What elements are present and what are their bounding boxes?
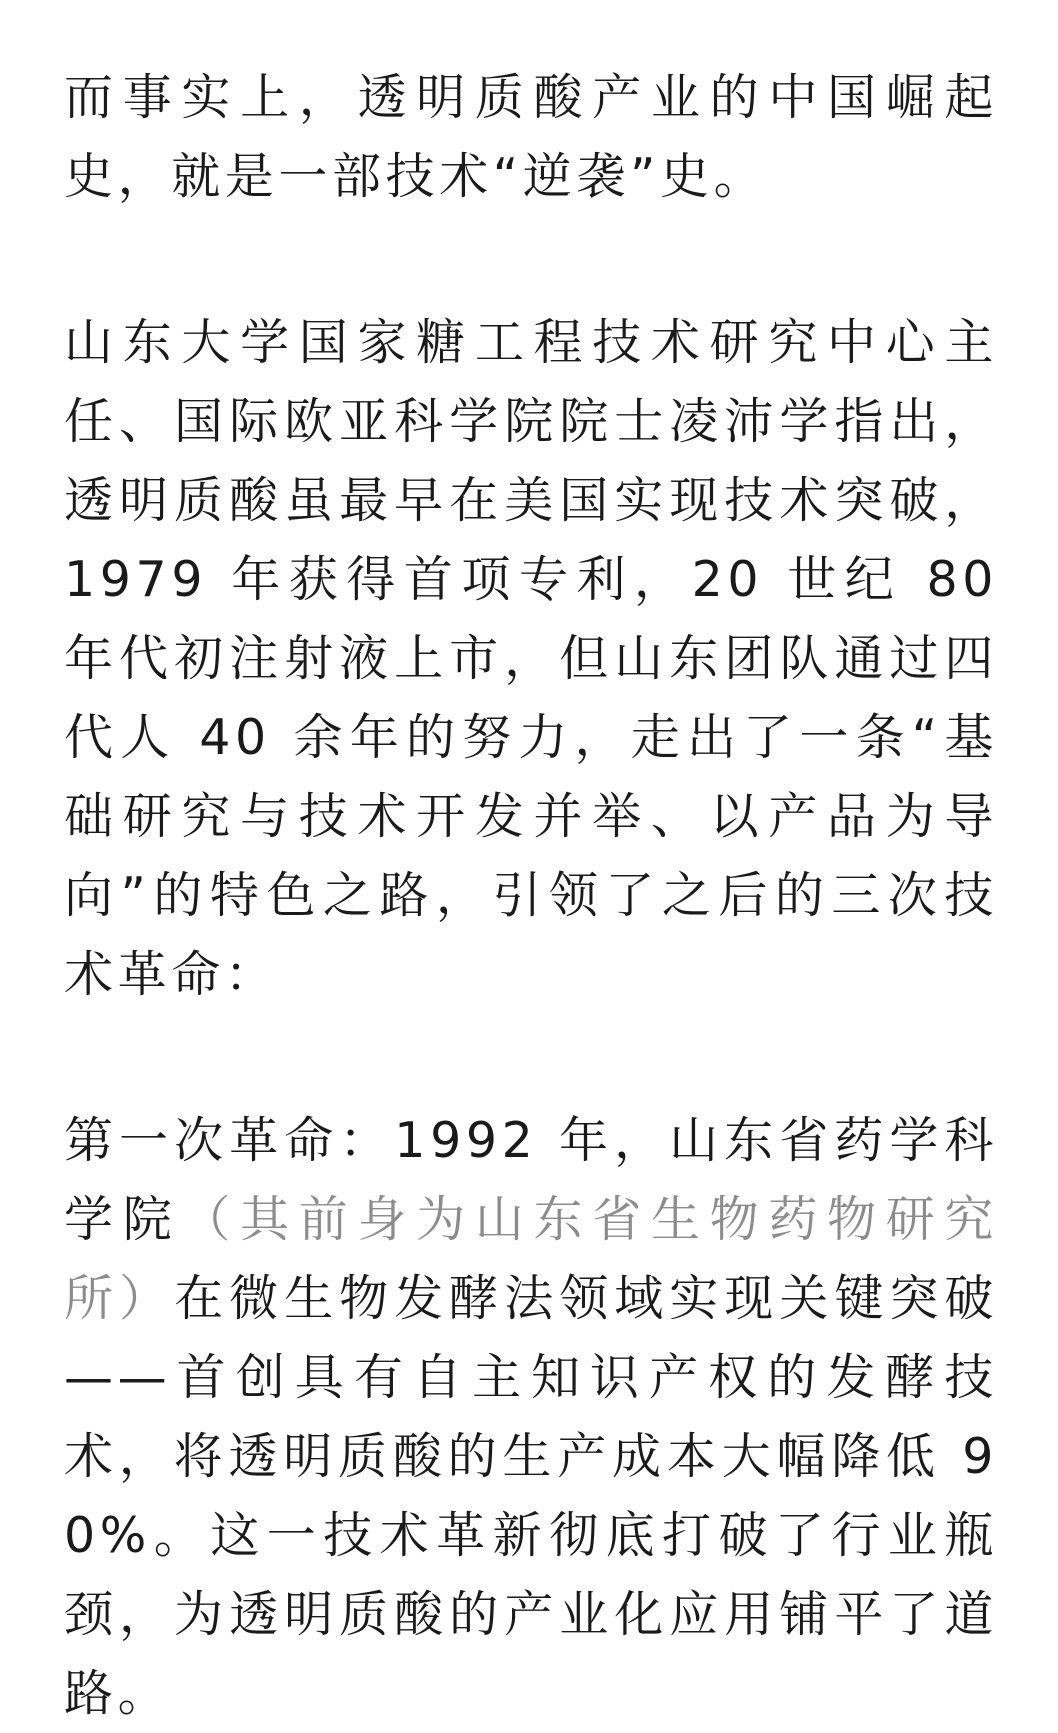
paragraph-history: 山东大学国家糖工程技术研究中心主任、国际欧亚科学院院士凌沛学指出，透明质酸虽最早在美国实现技术突破，1979 年获得首项专利，20 世纪 80 年代初注射液上市，但山东团队通过四代人 40 余年的努力，走出了一条“基础研究与技术开发并举、以产品为导向”的特色之路，引领了之后的三次技术革命： bbox=[64, 314, 998, 1003]
paragraph-first-revolution bbox=[64, 1101, 998, 1733]
first-revolution-text: 在微生物发酵法领域实现关键突破——首创具有自主知识产权的发酵技术，将透明质酸的生产成本大幅降低 90%。这一技术革新彻底打破了行业瓶颈，为透明质酸的产业化应用铺平了道路。 bbox=[64, 1270, 998, 1722]
first-revolution-aside-note: （其前身为山东省生物药物研究所） bbox=[64, 1191, 998, 1327]
paragraph-intro: 而事实上，透明质酸产业的中国崛起史，就是一部技术“逆袭”史。 bbox=[64, 69, 998, 205]
first-revolution-lead: 第一次革命：1992 年，山东省药学科学院 bbox=[64, 1112, 998, 1248]
